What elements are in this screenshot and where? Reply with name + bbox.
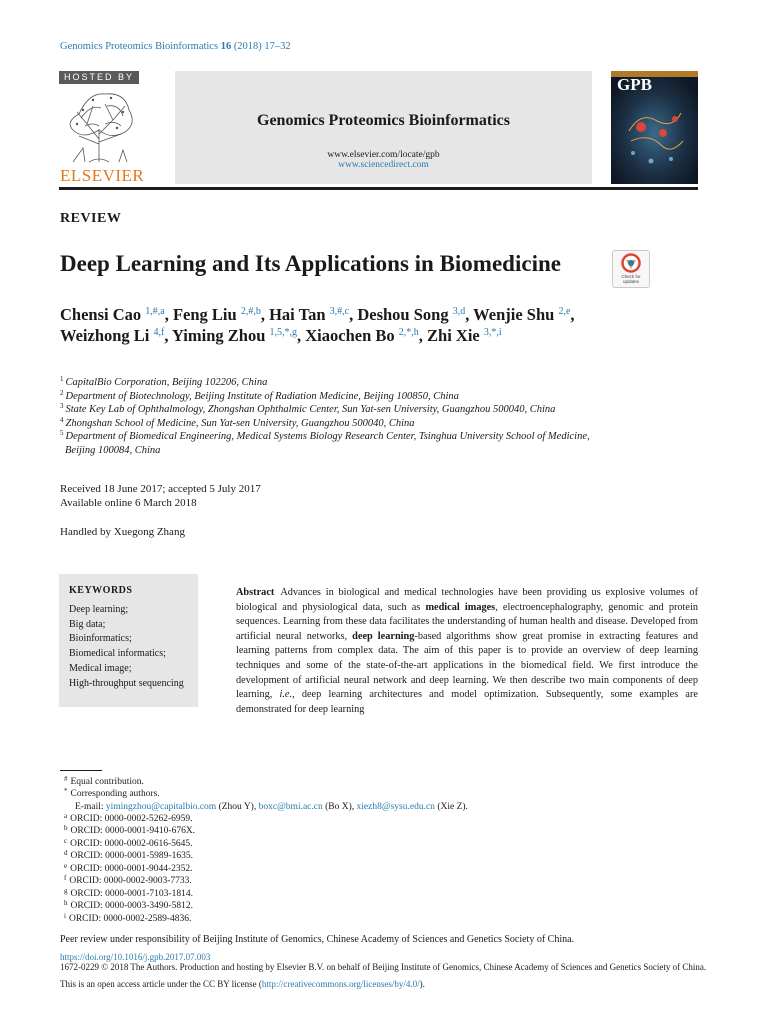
email-link-zhou[interactable]: yimingzhou@capitalbio.com bbox=[105, 802, 217, 812]
license-link[interactable]: http://creativecommons.org/licenses/by/4.0/ bbox=[261, 979, 420, 989]
keyword: Big data; bbox=[69, 618, 106, 630]
orcid-note: $^b$ ORCID: 0000-0001-9410-676X. bbox=[64, 824, 196, 836]
email-owner: (Bo X), bbox=[322, 802, 357, 812]
author: Xiaochen Bo $^{2,*,h}$, bbox=[305, 326, 428, 345]
email-label: E-mail: bbox=[75, 802, 104, 812]
abstract-keyword-highlight: deep learning bbox=[352, 630, 415, 642]
keyword: Medical image; bbox=[69, 662, 132, 674]
peer-review-note: Peer review under responsibility of Beijing Institute of Genomics, Chinese Academy of Sciences and Genetics Society of China. bbox=[60, 934, 575, 945]
email-link-xie[interactable]: xiezh8@sysu.edu.cn bbox=[356, 802, 435, 812]
running-head-year-pages: (2018) 17–32 bbox=[233, 41, 291, 52]
affiliations bbox=[60, 376, 710, 457]
abstract-heading: Abstract bbox=[236, 587, 275, 598]
footnote-emails bbox=[75, 802, 468, 812]
affiliation: $^1$ CapitalBio Corporation, Beijing 102206, China bbox=[60, 375, 268, 388]
paper-title: Deep Learning and Its Applications in Biomedicine bbox=[60, 251, 561, 276]
abstract bbox=[236, 586, 698, 717]
author: Wenjie Shu $^{2,e}$, bbox=[473, 305, 575, 324]
crossmark-badge[interactable] bbox=[612, 250, 650, 288]
author: Chensi Cao $^{1,\#,a}$, bbox=[60, 305, 173, 324]
sciencedirect-url[interactable]: www.sciencedirect.com bbox=[338, 160, 429, 170]
journal-cover bbox=[611, 71, 698, 184]
orcid-note: $^i$ ORCID: 0000-0002-2589-4836. bbox=[64, 911, 192, 924]
author: Deshou Song $^{3,d}$, bbox=[357, 305, 474, 324]
affiliation: $^3$ State Key Lab of Ophthalmology, Zhongshan Ophthalmic Center, Sun Yat-sen University, Guangzhou 500040, China bbox=[60, 402, 556, 415]
abstract-keyword-highlight: medical images bbox=[425, 601, 496, 613]
publisher-name: ELSEVIER bbox=[60, 166, 145, 185]
orcid-note: $^f$ ORCID: 0000-0002-9003-7733. bbox=[64, 874, 192, 886]
affiliation: $^2$ Department of Biotechnology, Beijing Institute of Radiation Medicine, Beijing 100850, China bbox=[60, 388, 459, 402]
copyright-notice: 1672-0229 © 2018 The Authors. Production and hosting by Elsevier B.V. on behalf of Beijing Institute of Genomics, Chinese Academy of Sciences and Genetics Society of China. bbox=[60, 962, 707, 972]
orcid-note: $^g$ ORCID: 0000-0001-7103-1814. bbox=[64, 886, 193, 899]
handling-editor: Handled by Xuegong Zhang bbox=[60, 526, 185, 538]
abstract-text: -based algorithms show great promise in extracting features and learning patterns from complex data. The aim of this paper is to provide an overview of deep learning techniques and some of the state-of-the-art applications in the biomedical field. We first introduce the development of artificial neural network and deep learning. We then describe two main components of deep learning, bbox=[236, 630, 699, 701]
journal-url[interactable]: www.elsevier.com/locate/gpb bbox=[327, 150, 440, 160]
running-head-volume: 16 bbox=[220, 41, 232, 52]
keywords-list bbox=[69, 603, 184, 691]
keywords-heading: KEYWORDS bbox=[69, 585, 133, 596]
affiliation: $^4$ Zhongshan School of Medicine, Sun Yat-sen University, Guangzhou 500040, China bbox=[60, 415, 415, 429]
email-link-bo[interactable]: boxc@bmi.ac.cn bbox=[258, 802, 323, 812]
author-line-2 bbox=[60, 325, 710, 346]
article-dates bbox=[60, 483, 261, 510]
orcid-note: $^d$ ORCID: 0000-0001-5989-1635. bbox=[64, 849, 193, 861]
orcid-note: $^e$ ORCID: 0000-0001-9044-2352. bbox=[64, 861, 193, 874]
hosted-by-tag: HOSTED BY bbox=[59, 71, 139, 84]
cover-label: GPB bbox=[617, 75, 652, 94]
footnote-rule bbox=[60, 770, 102, 771]
email-owner: (Zhou Y), bbox=[216, 802, 259, 812]
orcid-note: $^h$ ORCID: 0000-0003-3490-5812. bbox=[64, 899, 193, 911]
author-line-1 bbox=[60, 304, 710, 325]
footnote-equal: # Equal contribution. bbox=[64, 775, 144, 787]
keyword: Biomedical informatics; bbox=[69, 648, 166, 660]
open-access-notice bbox=[60, 979, 425, 989]
license-suffix: ). bbox=[419, 979, 425, 989]
author: Yiming Zhou $^{1,5,*,g}$, bbox=[172, 326, 306, 345]
article-type: REVIEW bbox=[60, 211, 122, 226]
abstract-text: , deep learning architectures and model optimization. Subsequently, some examples are demonstrated for deep learning bbox=[236, 689, 698, 715]
abstract-text: Advances in biological and medical technologies have been providing us explosive volumes of biological and physiological data, such as bbox=[236, 587, 698, 613]
author: Zhi Xie $^{3,*,i}$ bbox=[427, 326, 502, 345]
affiliation: $^5$ Department of Biomedical Engineering, Medical Systems Biology Research Center, Tsinghua University School of Medicine, bbox=[60, 429, 590, 442]
journal-title: Genomics Proteomics Bioinformatics bbox=[257, 112, 510, 129]
keyword: Bioinformatics; bbox=[69, 633, 132, 645]
author: Feng Liu $^{2,\#,b}$, bbox=[172, 305, 270, 324]
license-prefix: This is an open access article under the CC BY license ( bbox=[60, 979, 262, 989]
crossmark-icon bbox=[613, 251, 649, 275]
doi-link[interactable]: https://doi.org/10.1016/j.gpb.2017.07.003 bbox=[60, 952, 211, 962]
running-head-journal: Genomics Proteomics Bioinformatics bbox=[60, 41, 219, 52]
email-owner: (Xie Z). bbox=[434, 802, 468, 812]
author: Weizhong Li $^{4,f}$, bbox=[60, 326, 172, 345]
received-date: Received 18 June 2017; accepted 5 July 2017 bbox=[60, 483, 261, 495]
affiliation-continuation: Beijing 100084, China bbox=[65, 444, 161, 456]
author: Hai Tan $^{3,\#,c}$, bbox=[269, 305, 358, 324]
orcid-note: $^c$ ORCID: 0000-0002-0616-5645. bbox=[64, 836, 193, 849]
orcid-note: $^a$ ORCID: 0000-0002-5262-6959. bbox=[64, 812, 193, 824]
abstract-italic: i.e. bbox=[279, 689, 293, 701]
online-date: Available online 6 March 2018 bbox=[60, 496, 197, 509]
abstract-text: , electroencephalography, genomic and protein sequences. Learning from these data facilitates the understanding of human health and disease. Developed from artificial neural networks, bbox=[236, 601, 698, 642]
keyword: High-throughput sequencing bbox=[69, 677, 184, 689]
author-list bbox=[60, 304, 710, 346]
running-head[interactable] bbox=[60, 41, 291, 52]
keyword: Deep learning; bbox=[69, 604, 129, 615]
footnote-corresponding: * Corresponding authors. bbox=[64, 787, 160, 799]
header-rule bbox=[59, 187, 698, 190]
crossmark-text-1: Check for bbox=[621, 274, 641, 279]
crossmark-text-2: updates bbox=[622, 279, 639, 284]
